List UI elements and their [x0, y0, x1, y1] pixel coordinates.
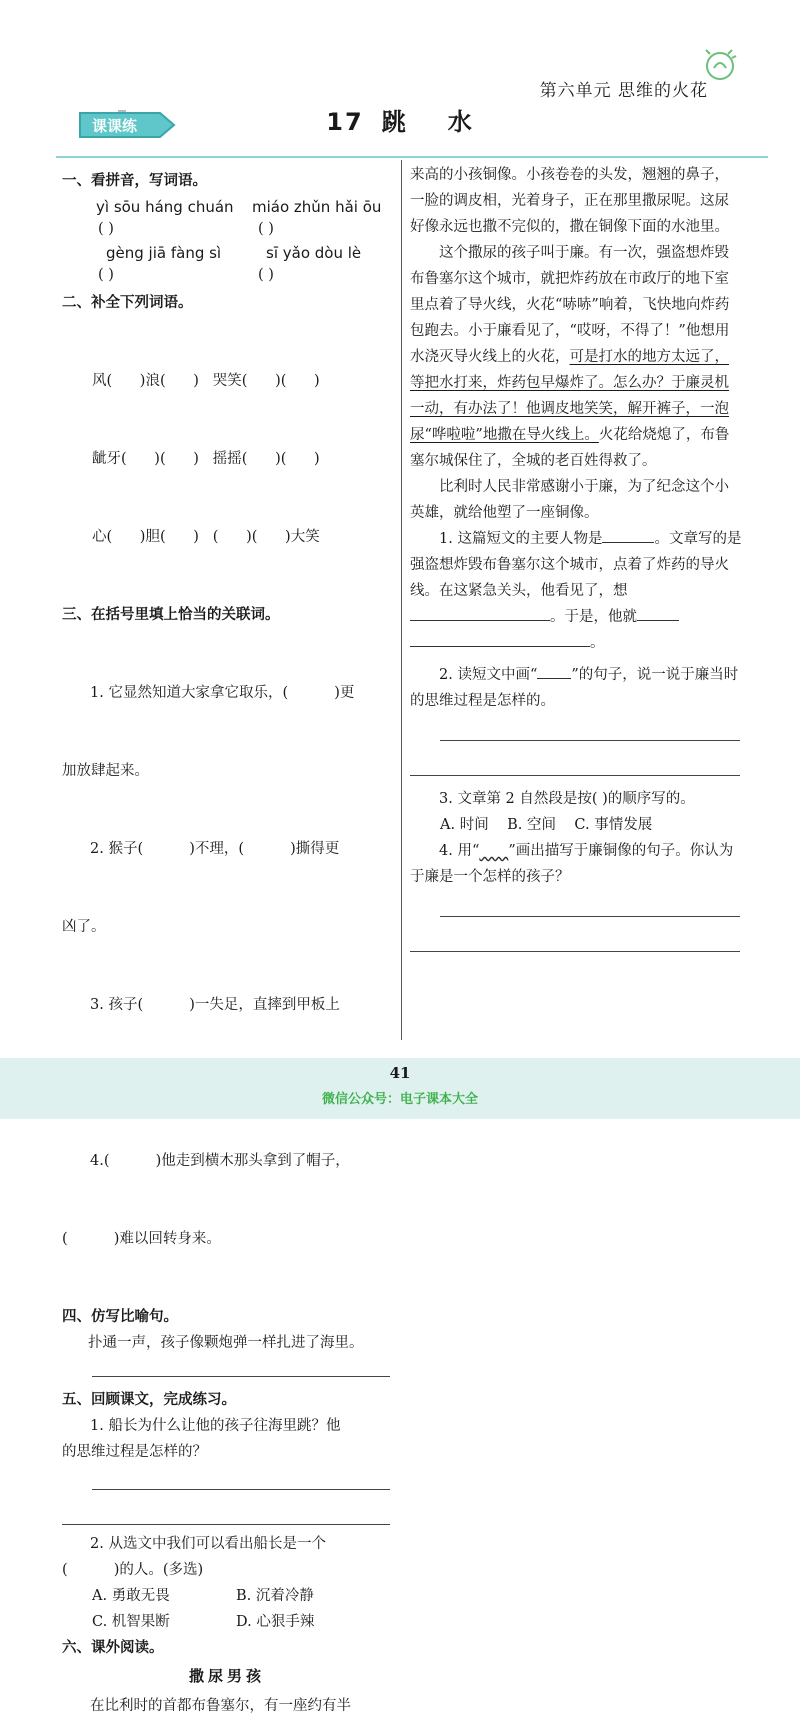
r-q3a: 3. 文章第 2 自然段是按( )的顺序写的。: [439, 791, 695, 807]
simile-example: 扑通一声，孩子像颗炮弹一样扎进了海里。: [88, 1335, 364, 1351]
s5-q2a: 2. 从选文中我们可以看出船长是一个: [90, 1536, 326, 1552]
blank-main-character[interactable]: [602, 542, 654, 543]
option-b: B. 沉着冷静: [236, 1588, 314, 1604]
s5-q1a: 1. 船长为什么让他的孩子往海里跳？他: [90, 1418, 341, 1434]
r-q3-options: A. 时间 B. 空间 C. 事情发展: [440, 817, 653, 833]
answer-paren-1: ( ): [98, 221, 114, 237]
answer-paren-4: ( ): [258, 267, 274, 283]
s3-q4a: 4.( )他走到横木那头拿到了帽子，: [90, 1153, 350, 1169]
pinyin-3: gèng jiā fàng sì: [106, 244, 222, 262]
blank-what-he-thought[interactable]: [410, 620, 550, 621]
r-q2b: ”的句子，说一说于廉当时的思维过程是怎样的。: [410, 667, 739, 709]
s5-q2b: ( )的人。(多选): [62, 1562, 204, 1578]
s5-q1b: 的思维过程是怎样的？: [62, 1444, 207, 1460]
answer-line[interactable]: [410, 775, 740, 776]
r-q2a: 2. 读短文中画“: [439, 667, 538, 683]
option-c: C. 机智果断: [92, 1614, 170, 1630]
lesson-title-char-2: 水: [447, 107, 474, 136]
r-q1c: 。于是，他就: [550, 609, 637, 625]
pinyin-4: sī yǎo dòu lè: [266, 244, 362, 262]
idiom-row-1: 风( )浪( ) 哭笑( )( ): [92, 373, 320, 389]
s3-q4b: ( )难以回转身来。: [62, 1231, 221, 1247]
pinyin-1: yì sōu háng chuán: [96, 198, 234, 216]
left-column: [62, 168, 392, 1719]
r-q4b: ”画出描写于廉铜像的句子。你认为于廉是一个怎样的孩子？: [410, 843, 734, 885]
right-column: [410, 162, 742, 952]
straight-line-mark: [537, 678, 571, 679]
answer-line[interactable]: [92, 1489, 390, 1490]
story-p2-underlined: 可是打水的地方太远了，等把水打来，炸药包早爆炸了。怎么办？于廉灵机一动，有办法了！他调皮地笑笑，解开裤子，一泡尿“哗啦啦”地撒在导火线上。: [410, 349, 729, 443]
option-a: A. 勇敢无畏: [92, 1588, 170, 1604]
section6-title: 六、课外阅读。: [62, 1640, 164, 1656]
answer-line[interactable]: [440, 916, 740, 917]
r-q1d: 。: [590, 635, 605, 651]
s3-q3a: 3. 孩子( )一失足，直摔到甲板上: [90, 997, 340, 1013]
s3-q1b: 加放肆起来。: [62, 763, 149, 779]
answer-line[interactable]: [440, 740, 740, 741]
section5-title: 五、回顾课文，完成练习。: [62, 1392, 236, 1408]
story-p1-start: 在比利时的首都布鲁塞尔，有一座约有半: [90, 1698, 351, 1714]
idiom-row-3: 心( )胆( ) ( )( )大笑: [92, 529, 320, 545]
r-q4a: 4. 用“: [439, 843, 480, 859]
s3-q1a: 1. 它显然知道大家拿它取乐，( )更: [90, 685, 355, 701]
story-p1: 来高的小孩铜像。小孩卷卷的头发，翘翘的鼻子，一脸的调皮相，光着身子，正在那里撒尿呢。这尿好像永远也撒不完似的，撒在铜像下面的水池里。: [410, 167, 729, 235]
blank-what-he-did[interactable]: [637, 620, 679, 621]
wechat-footer: 微信公众号：电子课本大全: [321, 1092, 478, 1107]
answer-line[interactable]: [92, 1376, 390, 1377]
lesson-title: [0, 102, 800, 137]
section2-title: 二、补全下列词语。: [62, 295, 193, 311]
s3-q2b: 凶了。: [62, 919, 106, 935]
r-q1a: 1. 这篇短文的主要人物是: [439, 531, 603, 547]
bulb-icon: [702, 48, 738, 84]
section3-title: 三、在括号里填上恰当的关联词。: [62, 607, 280, 623]
pinyin-2: miáo zhǔn hǎi ōu: [252, 198, 382, 216]
section4-title: 四、仿写比喻句。: [62, 1309, 178, 1325]
s3-q2a: 2. 猴子( )不理，( )撕得更: [90, 841, 340, 857]
story-p2a: 这个撒尿的孩子叫于廉。有一次，强盗想炸毁布鲁塞尔这个城市，就把炸药放在市政厅的地下室里点着了导火线，火花“哧哧”响着，飞快地向炸药包跑去。小于廉看见了，“哎呀，不得了！”他想用水浇灭导火线上的火花，: [410, 245, 730, 365]
answer-paren-3: ( ): [98, 267, 114, 283]
column-divider: [401, 160, 402, 1040]
blank-what-he-did-cont[interactable]: [410, 646, 590, 647]
idiom-row-2: 龇牙( )( ) 摇摇( )( ): [92, 451, 320, 467]
story-p2c: 火花给烧熄了，布鲁塞尔城保住了，全城的老百姓得救了。: [410, 427, 730, 469]
page-number: 41: [389, 1064, 411, 1082]
answer-line[interactable]: [410, 951, 740, 952]
header-divider: [56, 156, 768, 158]
section1-title: 一、看拼音，写词语。: [62, 173, 207, 189]
lesson-title-char-1: 跳: [381, 107, 408, 136]
lesson-number: 17: [326, 108, 364, 136]
story-p3: 比利时人民非常感谢小于廉，为了纪念这个小英雄，就给他塑了一座铜像。: [410, 479, 729, 521]
story-title: 撒尿男孩: [188, 1667, 265, 1685]
tag-label: 课课练: [92, 117, 138, 135]
answer-paren-2: ( ): [258, 221, 274, 237]
wavy-line-mark: [479, 843, 508, 859]
r-q1b: 。文章写的是强盗想炸毁布鲁塞尔这个城市，点着了炸药的导火线。在这紧急关头，他看见了，想: [410, 531, 742, 599]
answer-line[interactable]: [62, 1524, 390, 1525]
unit-title: 第六单元 思维的火花: [539, 81, 708, 101]
option-d: D. 心狠手辣: [236, 1614, 315, 1630]
